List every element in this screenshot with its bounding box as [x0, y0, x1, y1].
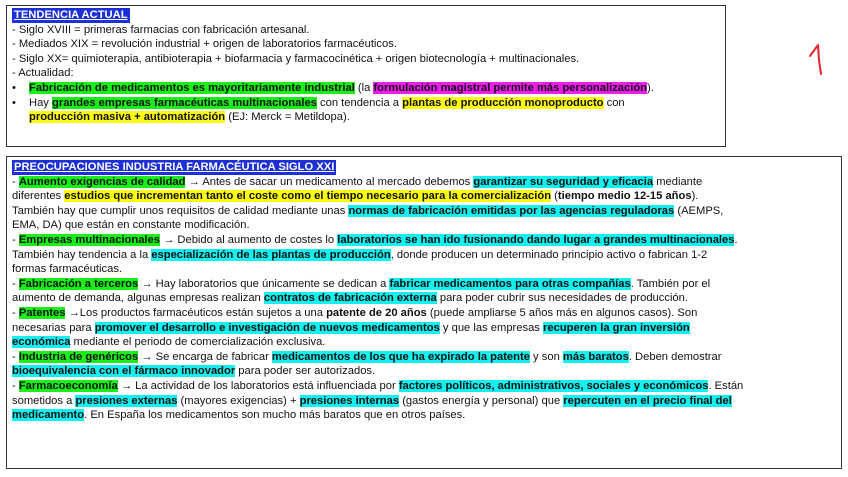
highlight: recuperen la gran inversión — [543, 321, 690, 334]
text-line — [12, 248, 836, 263]
text: Los productos farmacéuticos están sujetos a una — [79, 306, 327, 319]
highlight: especialización de las plantas de producción — [151, 248, 391, 261]
text: y que las empresas — [439, 321, 544, 334]
highlight: factores políticos, administrativos, sociales y económicos — [398, 379, 709, 392]
text: Se encarga de fabricar — [152, 350, 272, 363]
text: con tendencia a — [316, 96, 403, 109]
text: La actividad de los laboratorios está influenciada por — [132, 379, 399, 392]
highlight: bioequivalencia con el fármaco innovador — [12, 365, 236, 378]
section-title-row — [12, 160, 836, 175]
preocupaciones-box — [6, 156, 842, 469]
highlight: presiones internas — [299, 394, 400, 407]
highlight: Fabricación a terceros — [18, 277, 139, 290]
text: . También por el — [630, 277, 711, 290]
text: mediante — [653, 175, 703, 188]
arrow-icon: → — [188, 175, 200, 188]
text: para poder ser autorizados. — [235, 365, 376, 378]
text-line: - Mediados XIX = revolución industrial + origen de laboratorios farmacéuticos. — [12, 38, 397, 51]
text-line — [12, 291, 836, 306]
section-title-tendencia: TENDENCIA ACTUAL — [14, 9, 128, 21]
arrow-icon: → — [68, 306, 80, 319]
text-line — [12, 277, 836, 292]
bold-text: patente de 20 años — [326, 306, 427, 319]
text-line: - Siglo XX= quimioterapia, antibioterapia + biofarmacia y farmacocinética + origen biotecnología + multinacionales. — [12, 52, 580, 65]
highlight: Fabricación de medicamentos es mayoritariamente industrial — [29, 81, 355, 94]
highlight: grandes empresas farmacéuticas multinacionales — [52, 96, 317, 109]
handwritten-mark — [800, 38, 830, 78]
highlight: promover el desarrollo e investigación de nuevos medicamentos — [94, 321, 440, 334]
highlight: económica — [12, 336, 71, 349]
highlight: repercuten en el precio final del — [563, 394, 732, 407]
text: ( — [551, 190, 558, 203]
text: (la — [354, 81, 374, 94]
text: - — [12, 175, 19, 188]
pen-stroke — [810, 45, 821, 74]
text: (mayores exigencias) + — [177, 394, 300, 407]
text-line — [12, 394, 836, 409]
highlight: estudios que incrementan tanto el coste como el tiempo necesario para la comercialización — [64, 190, 552, 203]
highlight: garantizar su seguridad y eficacia — [473, 175, 654, 188]
text-line: formas farmacéuticas. — [12, 263, 123, 276]
text: con — [603, 96, 625, 109]
text-line — [12, 350, 836, 365]
text: . — [734, 233, 738, 246]
section-title-row — [12, 8, 720, 23]
highlight: normas de fabricación emitidas por las agencias reguladoras — [348, 204, 675, 217]
text: (AEMPS, — [674, 204, 724, 217]
bullet-item — [12, 96, 720, 125]
text: Hay laboratorios que únicamente se dedican a — [152, 277, 390, 290]
highlight: contratos de fabricación externa — [263, 292, 437, 305]
highlight: presiones externas — [75, 394, 178, 407]
highlight: más baratos — [562, 350, 629, 363]
text-line: - Actualidad: — [12, 67, 74, 80]
text-line: - Siglo XVIII = primeras farmacias con fabricación artesanal. — [12, 23, 310, 36]
text: Antes de sacar un medicamento al mercado debemos — [199, 175, 474, 188]
text: - — [12, 350, 19, 363]
highlight: producción masiva + automatización — [29, 111, 226, 124]
highlight: plantas de producción monoproducto — [402, 96, 604, 109]
section-title-preocupaciones: PREOCUPACIONES INDUSTRIA FARMACÉUTICA SIGLO XXI — [14, 161, 335, 173]
text: aumento de demanda, algunas empresas realizan — [12, 292, 264, 305]
highlight: formulación magistral permite más personalización — [373, 81, 648, 94]
text: También hay tendencia a la — [12, 248, 152, 261]
text: (EJ: Merck = Metildopa). — [225, 111, 350, 124]
arrow-icon: → — [141, 350, 153, 363]
text: - — [12, 379, 19, 392]
text: . En España los medicamentos son mucho más baratos que en otros países. — [84, 409, 466, 422]
text: necesarias para — [12, 321, 95, 334]
bullet-line — [29, 110, 720, 125]
text: Debido al aumento de costes lo — [174, 233, 338, 246]
text-line — [12, 306, 836, 321]
bullet-item — [12, 81, 720, 96]
text: , donde producen un determinado principio activo o fabrican 1-2 — [390, 248, 708, 261]
highlight: laboratorios se han ido fusionando dando lugar a grandes multinacionales — [337, 233, 735, 246]
bold-text: tiempo medio 12-15 años — [557, 190, 692, 203]
text: . Deben demostrar — [628, 350, 722, 363]
text: y son — [529, 350, 563, 363]
text: . Están — [708, 379, 744, 392]
text: ). — [691, 190, 699, 203]
text-line — [12, 189, 836, 204]
text: - — [12, 277, 19, 290]
text: (puede ampliarse 5 años más en algunos casos). Son — [426, 306, 698, 319]
arrow-icon: → — [141, 277, 153, 290]
text-line — [12, 364, 836, 379]
text-line — [12, 335, 836, 350]
text-line — [12, 321, 836, 336]
highlight: Patentes — [18, 306, 66, 319]
highlight: Industria de genéricos — [18, 350, 139, 363]
arrow-icon: → — [163, 233, 175, 246]
highlight: medicamento — [12, 409, 85, 422]
text: Hay — [29, 96, 53, 109]
highlight: Aumento exigencias de calidad — [18, 175, 186, 188]
text: También hay que cumplir unos requisitos de calidad mediante unas — [12, 204, 349, 217]
tendencia-actual-box — [6, 5, 726, 147]
bullet-line — [29, 96, 720, 111]
highlight: fabricar medicamentos para otras compañías — [389, 277, 631, 290]
text: - — [12, 233, 19, 246]
text-line — [12, 408, 836, 423]
highlight: Farmacoeconomía — [18, 379, 118, 392]
text-line — [12, 175, 836, 190]
text: diferentes — [12, 190, 65, 203]
text: ). — [647, 81, 654, 94]
arrow-icon: → — [120, 379, 132, 392]
text: para poder cubrir sus necesidades de producción. — [436, 292, 688, 305]
text: - — [12, 306, 19, 319]
text-line: EMA, DA) que están en constante modificación. — [12, 219, 250, 232]
text-line — [12, 379, 836, 394]
text-line — [12, 204, 836, 219]
text: (gastos energía y personal) que — [399, 394, 564, 407]
text: sometidos a — [12, 394, 76, 407]
text: mediante el periodo de comercialización exclusiva. — [70, 336, 326, 349]
highlight: medicamentos de los que ha expirado la patente — [271, 350, 530, 363]
text-line — [12, 233, 836, 248]
highlight: Empresas multinacionales — [18, 233, 160, 246]
